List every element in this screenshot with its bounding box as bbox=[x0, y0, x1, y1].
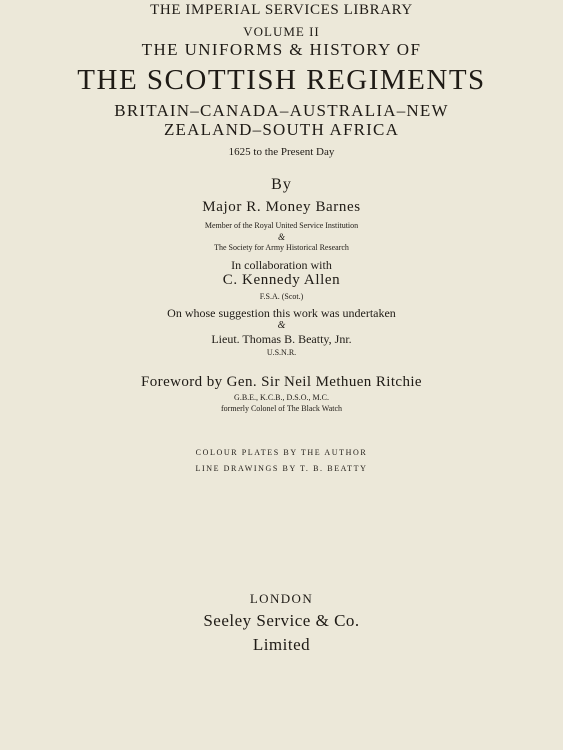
author-affiliation-2: The Society for Army Historical Research bbox=[214, 243, 349, 252]
subtitle: THE UNIFORMS & HISTORY OF bbox=[141, 40, 422, 59]
foreword-line: Foreword by Gen. Sir Neil Methuen Ritchie bbox=[141, 374, 422, 390]
series-header: THE IMPERIAL SERVICES LIBRARY bbox=[150, 2, 413, 18]
collaboration-intro: In collaboration with bbox=[231, 258, 332, 272]
regions-line-2: ZEALAND–SOUTH AFRICA bbox=[163, 120, 400, 139]
date-range: 1625 to the Present Day bbox=[228, 146, 335, 158]
main-title: THE SCOTTISH REGIMENTS bbox=[77, 64, 486, 96]
collaboration-note: On whose suggestion this work was undertaken bbox=[167, 306, 396, 320]
publisher-city: LONDON bbox=[249, 591, 314, 606]
collaborator-credentials: F.S.A. (Scot.) bbox=[259, 292, 304, 301]
regions-line-1: BRITAIN–CANADA–AUSTRALIA–NEW bbox=[114, 101, 449, 120]
foreword-honours: G.B.E., K.C.B., D.S.O., M.C. bbox=[234, 393, 329, 402]
foreword-role: formerly Colonel of The Black Watch bbox=[220, 404, 343, 413]
publisher-name: Seeley Service & Co. bbox=[203, 611, 360, 630]
collaborator-name: C. Kennedy Allen bbox=[222, 272, 341, 288]
author-ampersand: & bbox=[277, 232, 285, 242]
publisher-suffix: Limited bbox=[252, 635, 311, 654]
by-label: By bbox=[271, 176, 292, 193]
line-drawings-credit: LINE DRAWINGS BY T. B. BEATTY bbox=[195, 464, 368, 473]
author-affiliation-1: Member of the Royal United Service Institution bbox=[204, 221, 359, 230]
colour-plates-credit: COLOUR PLATES BY THE AUTHOR bbox=[195, 448, 368, 457]
author-name: Major R. Money Barnes bbox=[202, 199, 361, 215]
collaboration-ampersand: & bbox=[277, 320, 286, 331]
second-collaborator-name: Lieut. Thomas B. Beatty, Jnr. bbox=[211, 332, 352, 346]
second-collaborator-credentials: U.S.N.R. bbox=[266, 348, 297, 357]
volume-label: VOLUME II bbox=[243, 24, 320, 39]
